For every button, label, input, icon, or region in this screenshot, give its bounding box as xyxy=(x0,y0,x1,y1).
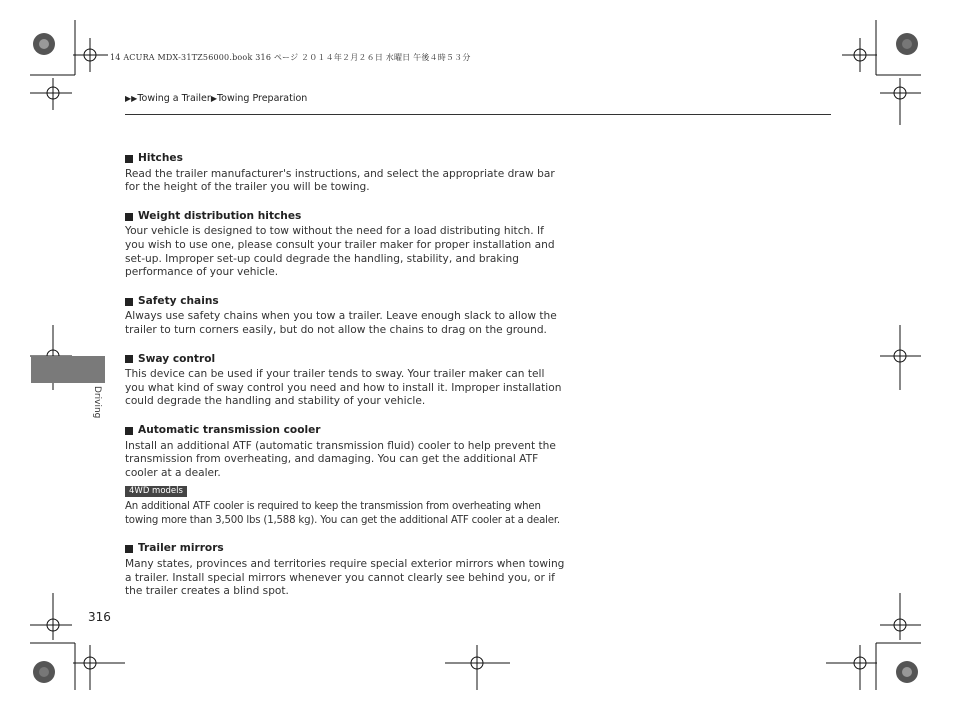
section-heading xyxy=(125,424,565,438)
square-bullet-icon xyxy=(125,545,133,553)
section-body: Your vehicle is designed to tow without the need for a load distributing hitch. If you wish to use one, please consult your trailer maker for proper installation and set-up. Improper set-up could degrade the handling, stability, and braking performance of your vehicle. xyxy=(125,225,555,279)
section-weight-distribution-hitches xyxy=(125,210,565,280)
section-body: Read the trailer manufacturer's instructions, and select the appropriate draw bar for the height of the trailer you will be towing. xyxy=(125,167,555,194)
square-bullet-icon xyxy=(125,427,133,435)
section-hitches xyxy=(125,152,565,195)
breadcrumb-item-towing-a-trailer: Towing a Trailer xyxy=(137,93,211,104)
chapter-label: Driving xyxy=(92,386,102,419)
breadcrumb xyxy=(125,93,307,104)
breadcrumb-item-towing-preparation: Towing Preparation xyxy=(216,93,308,104)
section-heading xyxy=(125,210,565,224)
section-title: Hitches xyxy=(138,152,183,164)
section-heading xyxy=(125,152,565,166)
square-bullet-icon xyxy=(125,213,133,221)
main-content xyxy=(125,152,565,614)
square-bullet-icon xyxy=(125,155,133,163)
section-sway-control xyxy=(125,353,565,409)
section-title: Weight distribution hitches xyxy=(138,209,302,222)
arrow-icon: ▶ xyxy=(210,94,217,103)
section-heading xyxy=(125,353,565,367)
section-title: Safety chains xyxy=(138,294,219,307)
section-title: Automatic transmission cooler xyxy=(138,423,321,436)
section-automatic-transmission-cooler xyxy=(125,424,565,528)
section-body: This device can be used if your trailer tends to sway. Your trailer maker can tell you what kind of sway control you need and how to install it. Improper installation could degrade the handling and stability of your vehicle. xyxy=(125,368,562,408)
section-safety-chains xyxy=(125,295,565,338)
model-badge: 4WD models xyxy=(125,486,187,497)
chapter-side-tab xyxy=(31,356,105,383)
header-rule xyxy=(125,114,831,115)
square-bullet-icon xyxy=(125,298,133,306)
section-body: Many states, provinces and territories require special exterior mirrors when towing a trailer. Install special mirrors whenever you cannot clearly see behind you, or if the trailer creates a blind spot. xyxy=(125,558,565,598)
section-heading xyxy=(125,295,565,309)
section-heading xyxy=(125,542,565,556)
section-title: Sway control xyxy=(138,352,216,365)
double-arrow-icon: ▶▶ xyxy=(125,94,138,103)
section-note: An additional ATF cooler is required to keep the transmission from overheating when towing more than 3,500 lbs (1,588 kg). You can get the additional ATF cooler at a dealer. xyxy=(125,501,560,526)
section-body: Install an additional ATF (automatic transmission fluid) cooler to help prevent the transmission from overheating, and damaging. You can get the additional ATF cooler at a dealer. xyxy=(125,439,556,479)
section-trailer-mirrors xyxy=(125,542,565,598)
square-bullet-icon xyxy=(125,355,133,363)
section-body: Always use safety chains when you tow a trailer. Leave enough slack to allow the trailer to turn corners easily, but do not allow the chains to drag on the ground. xyxy=(125,310,557,336)
print-file-info: 14 ACURA MDX-31TZ56000.book 316 ページ ２０１４年２月２６日 水曜日 午後４時５３分 xyxy=(110,53,471,62)
page-number: 316 xyxy=(88,610,111,624)
section-title: Trailer mirrors xyxy=(138,542,224,555)
